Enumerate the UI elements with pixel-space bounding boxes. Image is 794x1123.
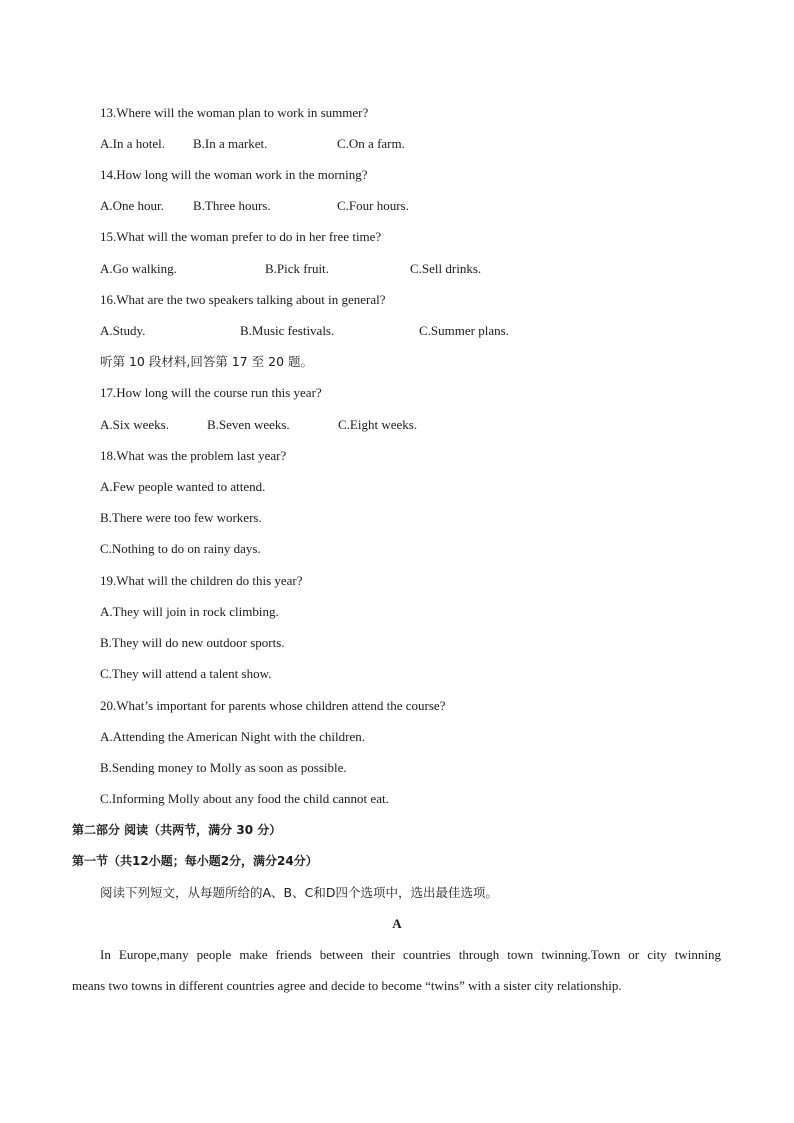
question-14-option-c: C.Four hours. — [337, 198, 409, 213]
question-13-stem: 13.Where will the woman plan to work in summer? — [100, 105, 369, 120]
question-20-option-c: C.Informing Molly about any food the child cannot eat. — [100, 791, 389, 806]
question-16-option-b: B.Music festivals. — [240, 323, 335, 338]
question-19-stem: 19.What will the children do this year? — [100, 573, 303, 588]
question-13-option-a: A.In a hotel. — [100, 136, 165, 151]
question-15-option-a: A.Go walking. — [100, 261, 177, 276]
question-15-option-b: B.Pick fruit. — [265, 261, 329, 276]
question-18-option-a: A.Few people wanted to attend. — [100, 479, 266, 494]
question-14-stem: 14.How long will the woman work in the morning? — [100, 167, 368, 182]
question-13-option-c: C.On a farm. — [337, 136, 405, 151]
question-18-option-b: B.There were too few workers. — [100, 510, 262, 525]
question-13-option-b: B.In a market. — [193, 136, 268, 151]
question-20-option-a: A.Attending the American Night with the children. — [100, 729, 365, 744]
reading-part-title: 第二部分 阅读（共两节，满分 30 分） — [72, 823, 282, 837]
reading-instruction: 阅读下列短文，从每题所给的A、B、C和D四个选项中，选出最佳选项。 — [100, 885, 498, 900]
question-16-stem: 16.What are the two speakers talking about in general? — [100, 292, 386, 307]
question-17-option-b: B.Seven weeks. — [207, 417, 290, 432]
question-19-option-b: B.They will do new outdoor sports. — [100, 635, 285, 650]
section-10-instruction: 听第 10 段材料,回答第 17 至 20 题。 — [100, 354, 314, 369]
question-18-stem: 18.What was the problem last year? — [100, 448, 287, 463]
question-20-stem: 20.What’s important for parents whose children attend the course? — [100, 698, 446, 713]
question-17-stem: 17.How long will the course run this year? — [100, 385, 322, 400]
question-14-option-a: A.One hour. — [100, 198, 164, 213]
question-16-option-c: C.Summer plans. — [419, 323, 509, 338]
question-15-stem: 15.What will the woman prefer to do in her free time? — [100, 229, 382, 244]
question-19-option-c: C.They will attend a talent show. — [100, 666, 272, 681]
reading-section-title: 第一节（共12小题；每小题2分，满分24分） — [72, 854, 318, 868]
question-17-option-c: C.Eight weeks. — [338, 417, 418, 432]
question-20-option-b: B.Sending money to Molly as soon as possible. — [100, 760, 347, 775]
question-15-option-c: C.Sell drinks. — [410, 261, 482, 276]
question-19-option-a: A.They will join in rock climbing. — [100, 604, 279, 619]
passage-label: A — [392, 916, 402, 931]
passage-a-paragraph-1-line-1: In Europe,many people make friends between their countries through town twinning.Town or city twinning — [100, 947, 721, 962]
question-16-option-a: A.Study. — [100, 323, 146, 338]
question-17-option-a: A.Six weeks. — [100, 417, 169, 432]
question-18-option-c: C.Nothing to do on rainy days. — [100, 541, 261, 556]
question-14-option-b: B.Three hours. — [193, 198, 271, 213]
passage-a-paragraph-1-line-2: means two towns in different countries agree and decide to become “twins” with a sister city relationship. — [72, 978, 622, 993]
